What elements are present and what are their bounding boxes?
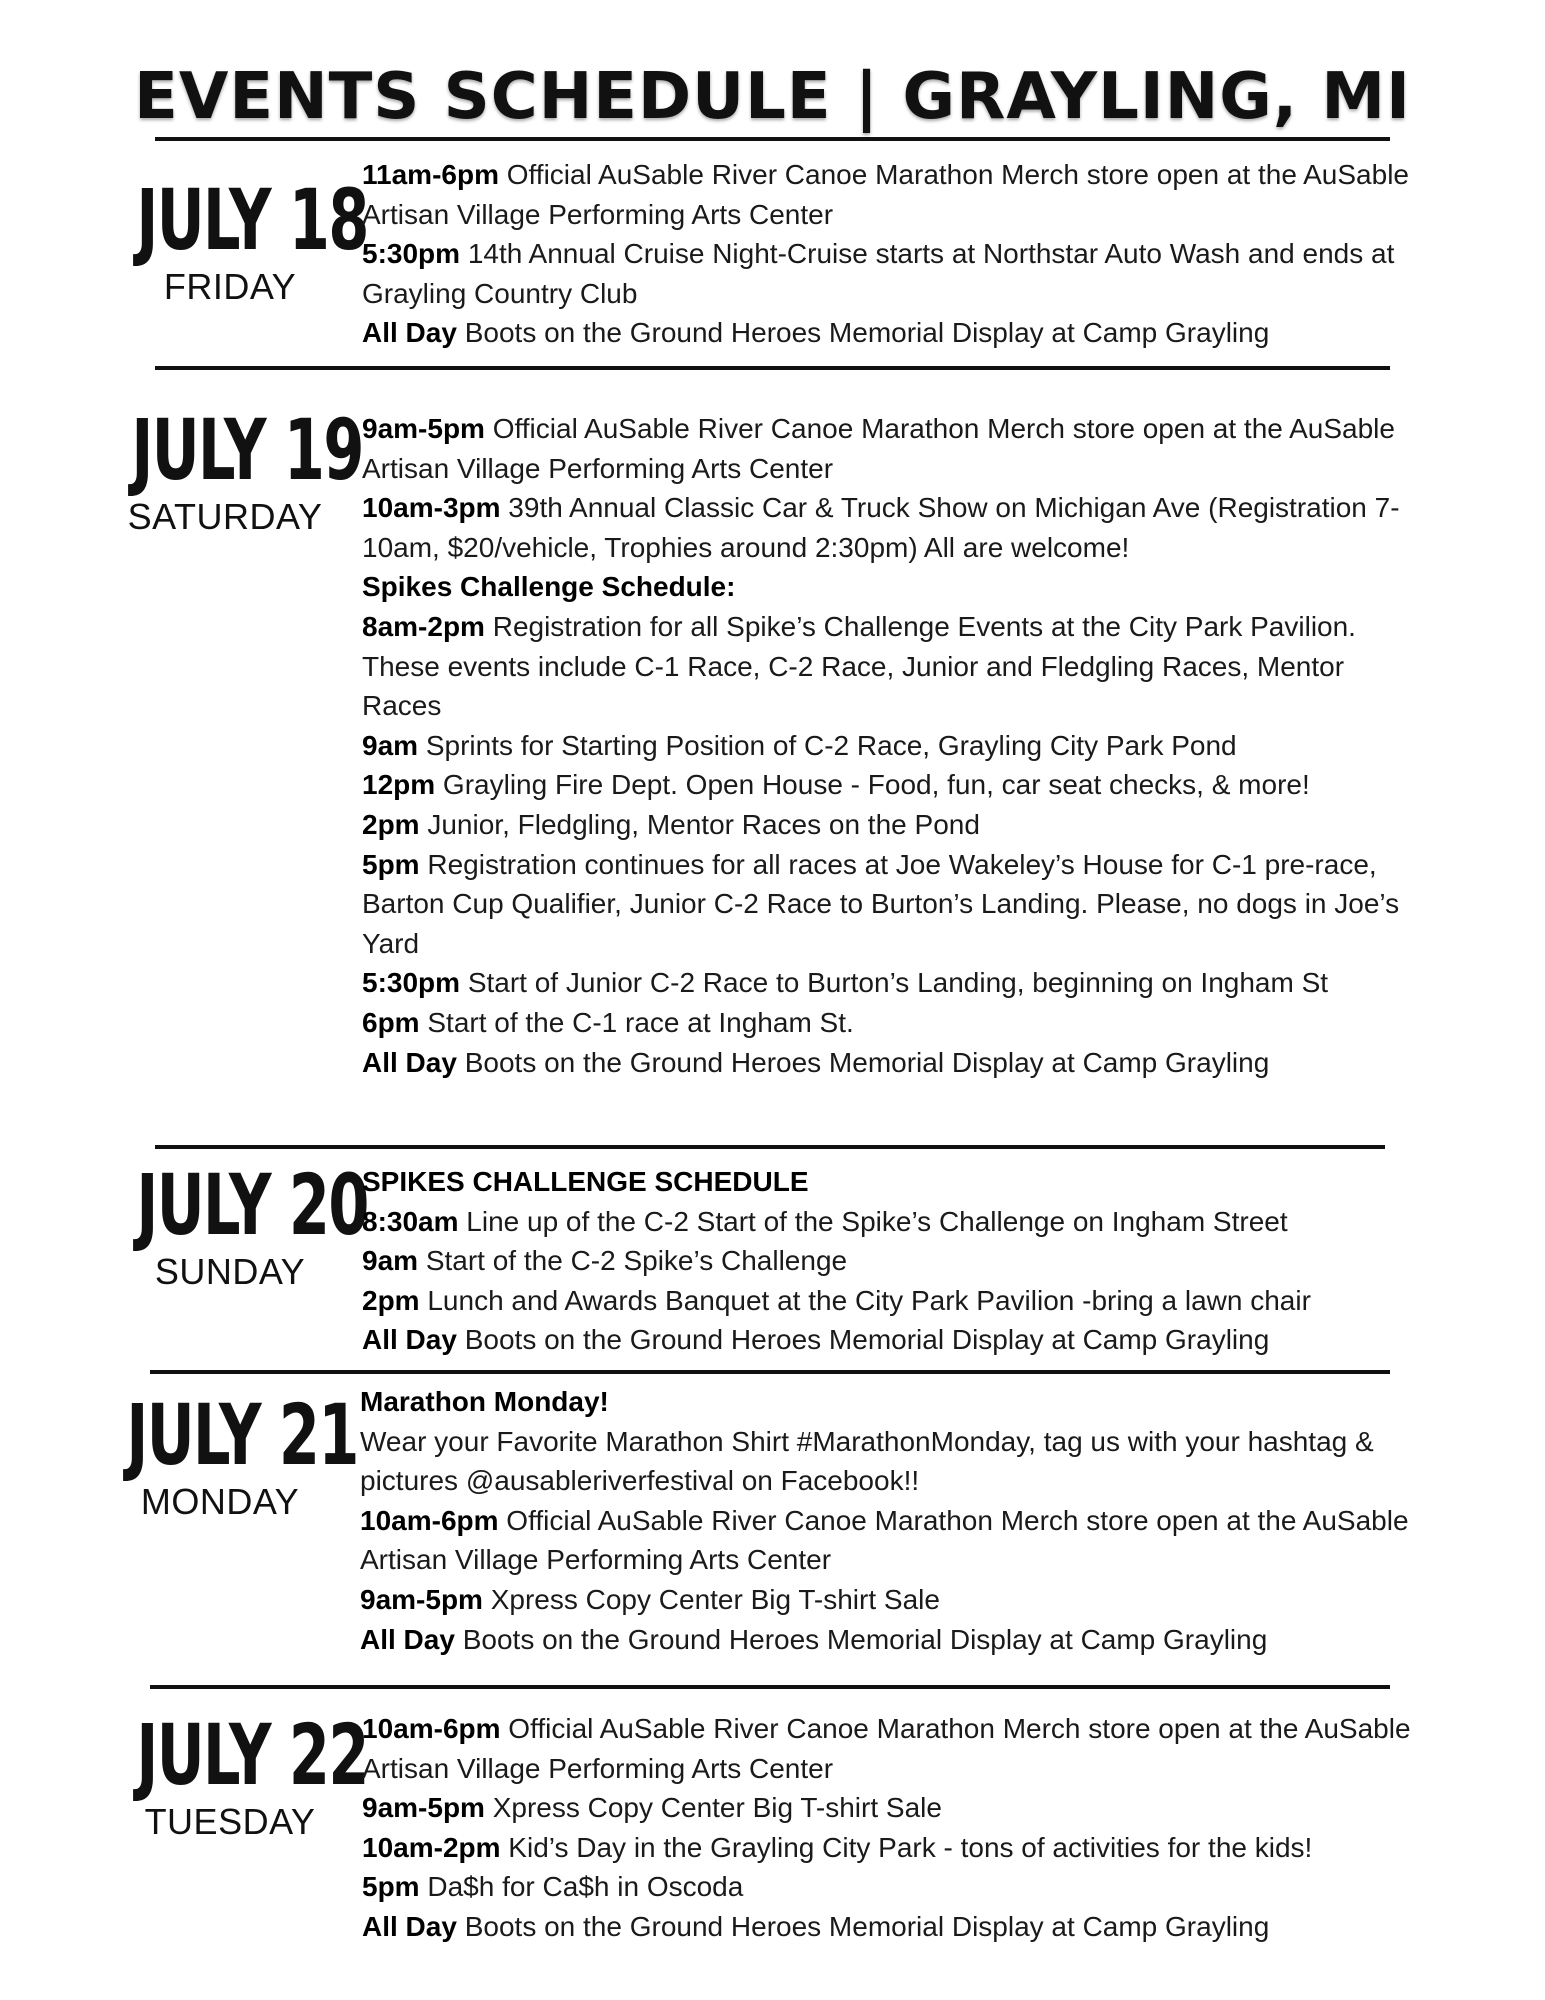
event-item: 9am-5pm Xpress Copy Center Big T-shirt Sale (362, 1792, 942, 1824)
day-events-july-22 (362, 1709, 1422, 1947)
event-item: All Day Boots on the Ground Heroes Memorial Display at Camp Grayling (362, 1910, 1270, 1942)
day-events-july-20 (362, 1162, 1422, 1360)
event-item: All Day Boots on the Ground Heroes Memorial Display at Camp Grayling (362, 317, 1270, 349)
event-item: 9am Start of the C-2 Spike’s Challenge (362, 1245, 848, 1277)
event-item: 10am-3pm 39th Annual Classic Car & Truck Show on Michigan Ave (Registration 7-10am, $20/vehicle, Trophies around 2:30pm) All are welcome! (362, 492, 1400, 563)
event-item: 5pm Registration continues for all races at Joe Wakeley’s House for C-1 pre-race, Barton Cup Qualifier, Junior C-2 Race to Burton’s Landing. Please, no dogs in Joe’s Yard (362, 848, 1400, 959)
event-item: 9am-5pm Xpress Copy Center Big T-shirt Sale (360, 1583, 940, 1615)
day-events-july-19 (362, 409, 1422, 1082)
event-item: All Day Boots on the Ground Heroes Memorial Display at Camp Grayling (362, 1324, 1270, 1356)
divider (150, 1685, 1390, 1689)
divider (155, 366, 1390, 370)
day-weekday: SATURDAY (127, 496, 323, 537)
day-weekday: SUNDAY (154, 1251, 306, 1292)
day-date: JULY 21 (126, 1386, 358, 1484)
event-item: All Day Boots on the Ground Heroes Memorial Display at Camp Grayling (360, 1623, 1268, 1655)
event-item: 10am-6pm Official AuSable River Canoe Marathon Merch store open at the AuSable Artisan Village Performing Arts Center (360, 1504, 1409, 1576)
event-item: 2pm Junior, Fledgling, Mentor Races on the Pond (362, 808, 980, 840)
day-date: JULY 18 (136, 171, 368, 269)
day-weekday: FRIDAY (163, 266, 297, 307)
event-item: 10am-2pm Kid’s Day in the Grayling City Park - tons of activities for the kids! (362, 1831, 1313, 1863)
day-events-july-18 (362, 155, 1422, 353)
day-date: JULY 20 (136, 1156, 368, 1254)
event-item: 5:30pm Start of Junior C-2 Race to Burton’s Landing, beginning on Ingham St (362, 967, 1329, 999)
page-title: EVENTS SCHEDULE | GRAYLING, MI (134, 60, 1411, 134)
event-item: 5:30pm 14th Annual Cruise Night-Cruise starts at Northstar Auto Wash and ends at Grayling Country Club (362, 238, 1395, 309)
day-date: JULY 19 (131, 401, 363, 499)
divider (155, 137, 1390, 141)
section-heading: SPIKES CHALLENGE SCHEDULE (362, 1166, 809, 1197)
event-item: 8:30am Line up of the C-2 Start of the Spike’s Challenge on Ingham Street (362, 1205, 1288, 1237)
event-item: 11am-6pm Official AuSable River Canoe Marathon Merch store open at the AuSable Artisan Village Performing Arts Center (362, 159, 1409, 230)
event-item: All Day Boots on the Ground Heroes Memorial Display at Camp Grayling (362, 1046, 1270, 1078)
day-date: JULY 22 (136, 1706, 368, 1804)
event-item: 8am-2pm Registration for all Spike’s Challenge Events at the City Park Pavilion. These events include C-1 Race, C-2 Race, Junior and Fledgling Races, Mentor Races (362, 610, 1356, 722)
event-item: 9am-5pm Official AuSable River Canoe Marathon Merch store open at the AuSable Artisan Village Performing Arts Center (362, 413, 1395, 484)
divider (155, 1145, 1385, 1149)
section-heading: Spikes Challenge Schedule: (362, 571, 736, 603)
day-weekday: MONDAY (140, 1481, 300, 1522)
event-item: 6pm Start of the C-1 race at Ingham St. (362, 1006, 854, 1038)
event-item: 5pm Da$h for Ca$h in Oscoda (362, 1871, 744, 1903)
event-item: 10am-6pm Official AuSable River Canoe Marathon Merch store open at the AuSable Artisan Village Performing Arts Center (362, 1713, 1411, 1784)
day-weekday: TUESDAY (144, 1801, 316, 1842)
event-item: 2pm Lunch and Awards Banquet at the City Park Pavilion -bring a lawn chair (362, 1284, 1311, 1316)
divider (150, 1370, 1390, 1374)
event-item: 12pm Grayling Fire Dept. Open House - Food, fun, car seat checks, & more! (362, 769, 1310, 801)
event-item: 9am Sprints for Starting Position of C-2 Race, Grayling City Park Pond (362, 729, 1237, 761)
section-heading: Marathon Monday! (360, 1386, 609, 1417)
day-events-july-21 (360, 1382, 1420, 1659)
event-item: Wear your Favorite Marathon Shirt #MarathonMonday, tag us with your hashtag & pictures @ausableriverfestival on Facebook!! (360, 1425, 1374, 1497)
